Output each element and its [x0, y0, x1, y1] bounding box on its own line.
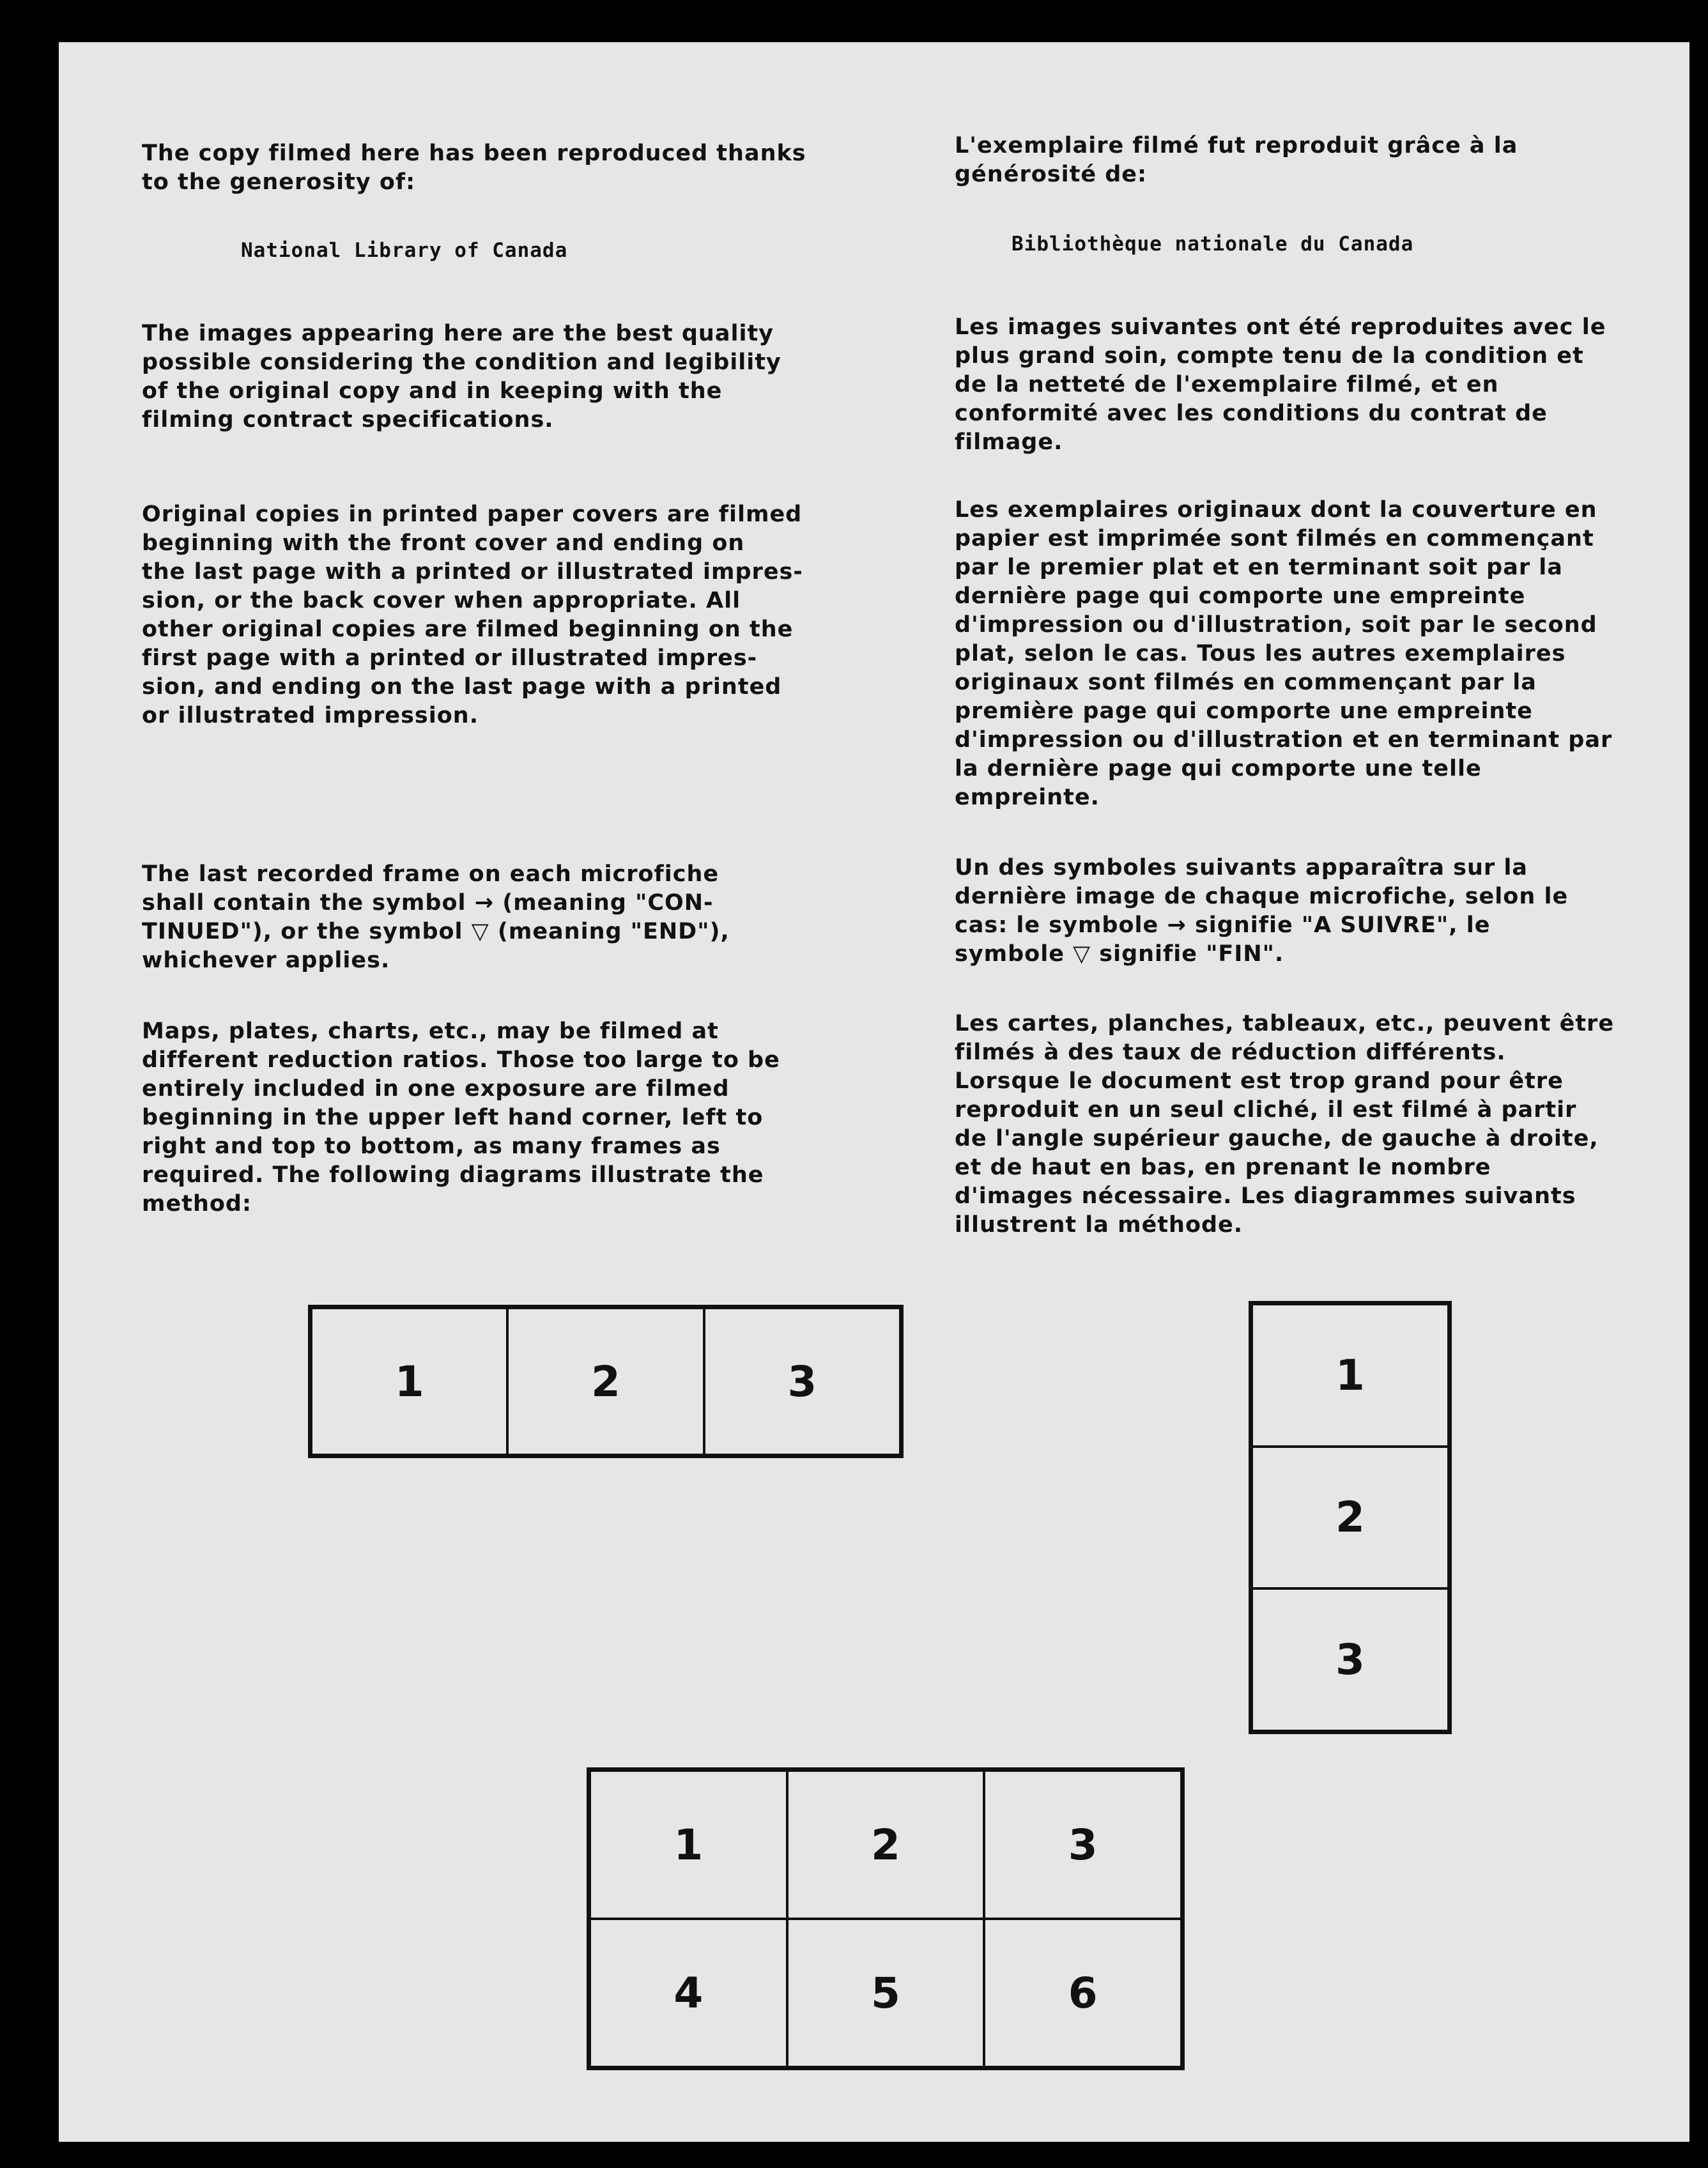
text-line: The images appearing here are the best quality	[142, 321, 774, 346]
microfiche-target-page	[59, 42, 1689, 2142]
text-line: conformité avec les conditions du contrat de	[955, 401, 1548, 426]
text-line: de l'angle supérieur gauche, de gauche à droite,	[955, 1126, 1599, 1151]
frame-cell: 1	[311, 1308, 507, 1455]
text-line: beginning with the front cover and ending on	[142, 530, 745, 556]
maps-paragraph-fr	[955, 1010, 1658, 1240]
text-fragment: (meaning "CON-	[494, 890, 714, 916]
end-triangle-icon: ▽	[471, 919, 489, 944]
frame-cell: 3	[984, 1771, 1181, 1919]
text-line: different reduction ratios. Those too large to be	[142, 1047, 780, 1073]
text-line: reproduit en un seul cliché, il est filmé à partir	[955, 1097, 1577, 1123]
text-fragment: (meaning "END"),	[489, 919, 730, 944]
text-line: première page qui comporte une empreinte	[955, 698, 1533, 724]
originals-paragraph-fr	[955, 496, 1658, 812]
text-line: L'exemplaire filmé fut reproduit grâce à la	[955, 133, 1518, 158]
text-line: filmés à des taux de réduction différents.	[955, 1040, 1506, 1065]
continued-arrow-icon: →	[474, 890, 495, 916]
frame-cell: 3	[704, 1308, 900, 1455]
symbols-paragraph-en	[142, 860, 896, 975]
end-triangle-icon: ▽	[1073, 941, 1091, 967]
text-fragment: cas: le symbole	[955, 912, 1167, 938]
text-line: Maps, plates, charts, etc., may be filmed at	[142, 1019, 719, 1044]
text-line: Un des symboles suivants apparaîtra sur la	[955, 855, 1528, 880]
text-line	[142, 918, 896, 946]
text-line	[955, 940, 1658, 969]
institution-name-en: National Library of Canada	[241, 239, 568, 262]
maps-paragraph-en	[142, 1017, 896, 1219]
thanks-paragraph-fr	[955, 132, 1658, 189]
text-line: possible considering the condition and legibility	[142, 350, 781, 375]
text-fragment: symbole	[955, 941, 1073, 967]
text-line: the last page with a printed or illustrated impres-	[142, 559, 803, 585]
text-line: Original copies in printed paper covers are filmed	[142, 502, 803, 527]
text-line: la dernière page qui comporte une telle	[955, 756, 1482, 781]
text-line: The last recorded frame on each microfiche	[142, 861, 719, 887]
frame-cell: 5	[787, 1919, 985, 2067]
text-line: d'impression ou d'illustration, soit par le second	[955, 612, 1597, 638]
text-line: papier est imprimée sont filmés en commençant	[955, 526, 1594, 551]
text-line: empreinte.	[955, 785, 1100, 810]
text-line: dernière image de chaque microfiche, selon le	[955, 884, 1569, 909]
text-fragment: shall contain the symbol	[142, 890, 475, 916]
text-line: et de haut en bas, en prenant le nombre	[955, 1155, 1491, 1180]
frame-cell: 6	[984, 1919, 1181, 2067]
diagram-vertical-frames	[1249, 1301, 1452, 1734]
text-line: beginning in the upper left hand corner, left to	[142, 1105, 764, 1130]
frame-cell: 1	[1252, 1304, 1449, 1447]
text-line: Les exemplaires originaux dont la couverture en	[955, 497, 1597, 523]
text-line: de la netteté de l'exemplaire filmé, et en	[955, 372, 1499, 397]
frame-cell: 1	[590, 1771, 787, 1919]
institution-name-fr: Bibliothèque nationale du Canada	[1012, 233, 1414, 256]
frame-cell: 2	[507, 1308, 704, 1455]
text-line: The copy filmed here has been reproduced thanks	[142, 141, 806, 166]
text-line: plus grand soin, compte tenu de la condition et	[955, 343, 1584, 369]
text-line: method:	[142, 1191, 252, 1217]
text-line: entirely included in one exposure are filmed	[142, 1076, 730, 1102]
thanks-paragraph-en	[142, 139, 896, 197]
quality-paragraph-en	[142, 319, 896, 434]
text-line: sion, and ending on the last page with a printed	[142, 674, 782, 700]
continued-arrow-icon: →	[1167, 912, 1187, 938]
text-line: générosité de:	[955, 162, 1148, 187]
text-fragment: signifie "FIN".	[1091, 941, 1284, 967]
text-line: plat, selon le cas. Tous les autres exemplaires	[955, 641, 1566, 666]
frame-cell: 2	[787, 1771, 985, 1919]
frame-cell: 3	[1252, 1588, 1449, 1731]
frame-cell: 2	[1252, 1447, 1449, 1589]
text-fragment: TINUED"), or the symbol	[142, 919, 472, 944]
text-line: d'impression ou d'illustration et en terminant par	[955, 727, 1613, 753]
text-line: filming contract specifications.	[142, 407, 554, 433]
text-line: illustrent la méthode.	[955, 1212, 1243, 1238]
text-line: right and top to bottom, as many frames as	[142, 1134, 721, 1159]
diagram-grid-frames	[587, 1767, 1185, 2070]
text-line: Les cartes, planches, tableaux, etc., peuvent être	[955, 1011, 1615, 1036]
text-line: whichever applies.	[142, 948, 390, 973]
text-line: required. The following diagrams illustrate the	[142, 1162, 764, 1188]
frame-cell: 4	[590, 1919, 787, 2067]
text-line: other original copies are filmed beginning on the	[142, 617, 794, 642]
quality-paragraph-fr	[955, 313, 1658, 457]
text-line: of the original copy and in keeping with the	[142, 378, 723, 404]
text-line: Lorsque le document est trop grand pour être	[955, 1068, 1564, 1094]
text-line: filmage.	[955, 429, 1063, 455]
text-line: d'images nécessaire. Les diagrammes suivants	[955, 1183, 1576, 1209]
symbols-paragraph-fr	[955, 854, 1658, 969]
text-line: Les images suivantes ont été reproduites avec le	[955, 314, 1606, 340]
originals-paragraph-en	[142, 500, 896, 730]
text-line: originaux sont filmés en commençant par la	[955, 670, 1537, 695]
text-line: to the generosity of:	[142, 169, 416, 195]
diagram-horizontal-frames	[308, 1305, 904, 1458]
text-line: first page with a printed or illustrated impres-	[142, 645, 758, 671]
text-line: sion, or the back cover when appropriate. All	[142, 588, 741, 613]
text-line: dernière page qui comporte une empreinte	[955, 583, 1526, 609]
text-fragment: signifie "A SUIVRE", le	[1186, 912, 1491, 938]
text-line: or illustrated impression.	[142, 703, 479, 728]
text-line: par le premier plat et en terminant soit par la	[955, 555, 1563, 580]
text-line	[142, 889, 896, 918]
text-line	[955, 911, 1658, 940]
